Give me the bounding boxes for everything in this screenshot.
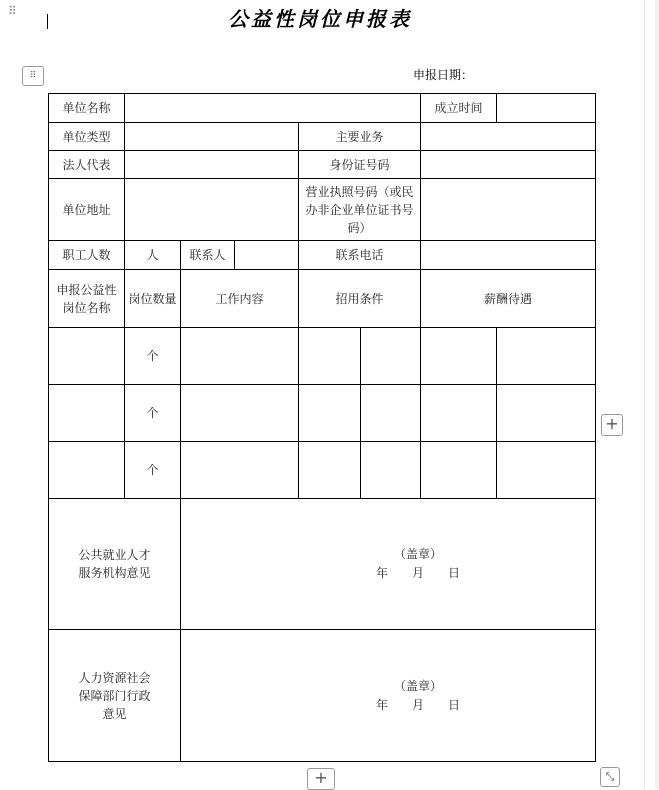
cell-salary-b[interactable] <box>497 328 596 385</box>
cell-requirements-b[interactable] <box>361 442 421 499</box>
page-title: 公益性岗位申报表 <box>228 7 412 31</box>
month-label: 月 <box>411 697 424 712</box>
cell-requirements-a[interactable] <box>299 442 361 499</box>
date-line <box>183 696 593 715</box>
input-unit-name[interactable] <box>125 94 421 123</box>
day-label: 日 <box>448 697 461 712</box>
cell-job-content[interactable] <box>181 328 299 385</box>
label-unit-type: 单位类型 <box>49 123 125 151</box>
cell-position-name[interactable] <box>49 442 125 499</box>
table-row <box>49 241 596 270</box>
table-handle-icon[interactable]: ⠿ <box>22 66 44 86</box>
stamp-label: （盖章） <box>393 678 442 693</box>
label-address: 单位地址 <box>49 179 125 241</box>
add-column-button[interactable]: + <box>601 414 623 436</box>
scrollbar-track[interactable] <box>655 0 659 789</box>
resize-table-icon[interactable]: ⤡ <box>600 767 620 787</box>
label-legal-rep: 法人代表 <box>49 151 125 179</box>
header-requirements: 招用条件 <box>299 270 421 328</box>
page-edge <box>644 0 645 789</box>
cell-position-count[interactable]: 个 <box>125 385 181 442</box>
date-line <box>183 564 593 583</box>
cell-requirements-a[interactable] <box>299 328 361 385</box>
month-label: 月 <box>411 566 424 580</box>
label-unit-name: 单位名称 <box>49 94 125 123</box>
input-main-business[interactable] <box>421 123 596 151</box>
input-established[interactable] <box>497 94 596 123</box>
year-label: 年 <box>375 566 388 580</box>
label-contact: 联系人 <box>181 241 235 270</box>
cell-salary-b[interactable] <box>497 385 596 442</box>
table-row <box>49 328 596 385</box>
cell-position-count[interactable]: 个 <box>125 328 181 385</box>
opinion-area-employment[interactable] <box>181 499 596 630</box>
label-id-number: 身份证号码 <box>299 151 421 179</box>
label-established: 成立时间 <box>421 94 497 123</box>
declare-date-label: 申报日期： <box>413 68 474 82</box>
label-phone: 联系电话 <box>299 241 421 270</box>
table-row <box>49 123 596 151</box>
day-label: 日 <box>448 566 461 580</box>
label-hr-department-opinion: 人力资源社会保障部门行政意见 <box>49 630 181 762</box>
application-form-table <box>48 93 596 762</box>
label-main-business: 主要业务 <box>299 123 421 151</box>
table-row <box>49 499 596 630</box>
drag-handle-icon[interactable]: ⠿ <box>8 4 18 18</box>
input-phone[interactable] <box>421 241 596 270</box>
header-position-count: 岗位数量 <box>125 270 181 328</box>
cell-salary-b[interactable] <box>497 442 596 499</box>
table-row <box>49 442 596 499</box>
header-salary: 薪酬待遇 <box>421 270 596 328</box>
table-row <box>49 151 596 179</box>
label-license: 营业执照号码（或民办非企业单位证书号码） <box>299 179 421 241</box>
input-contact[interactable] <box>235 241 299 270</box>
stamp-label: （盖章） <box>393 547 442 561</box>
header-job-content: 工作内容 <box>181 270 299 328</box>
year-label: 年 <box>375 697 388 712</box>
table-row <box>49 94 596 123</box>
header-position-name: 申报公益性岗位名称 <box>49 270 125 328</box>
table-header-row <box>49 270 596 328</box>
cell-position-name[interactable] <box>49 328 125 385</box>
cell-salary-a[interactable] <box>421 328 497 385</box>
label-staff-count: 职工人数 <box>49 241 125 270</box>
input-id-number[interactable] <box>421 151 596 179</box>
input-legal-rep[interactable] <box>125 151 299 179</box>
cell-requirements-a[interactable] <box>299 385 361 442</box>
table-row <box>49 385 596 442</box>
input-license[interactable] <box>421 179 596 241</box>
cell-job-content[interactable] <box>181 442 299 499</box>
cell-requirements-b[interactable] <box>361 385 421 442</box>
cell-requirements-b[interactable] <box>361 328 421 385</box>
cell-position-count[interactable]: 个 <box>125 442 181 499</box>
cell-job-content[interactable] <box>181 385 299 442</box>
opinion-area-hr[interactable] <box>181 630 596 762</box>
input-staff-count[interactable]: 人 <box>125 241 181 270</box>
cell-position-name[interactable] <box>49 385 125 442</box>
input-unit-type[interactable] <box>125 123 299 151</box>
add-row-button[interactable]: + <box>307 768 335 790</box>
label-employment-service-opinion: 公共就业人才服务机构意见 <box>49 499 181 630</box>
input-address[interactable] <box>125 179 299 241</box>
table-row <box>49 630 596 762</box>
table-row <box>49 179 596 241</box>
cell-salary-a[interactable] <box>421 385 497 442</box>
cell-salary-a[interactable] <box>421 442 497 499</box>
